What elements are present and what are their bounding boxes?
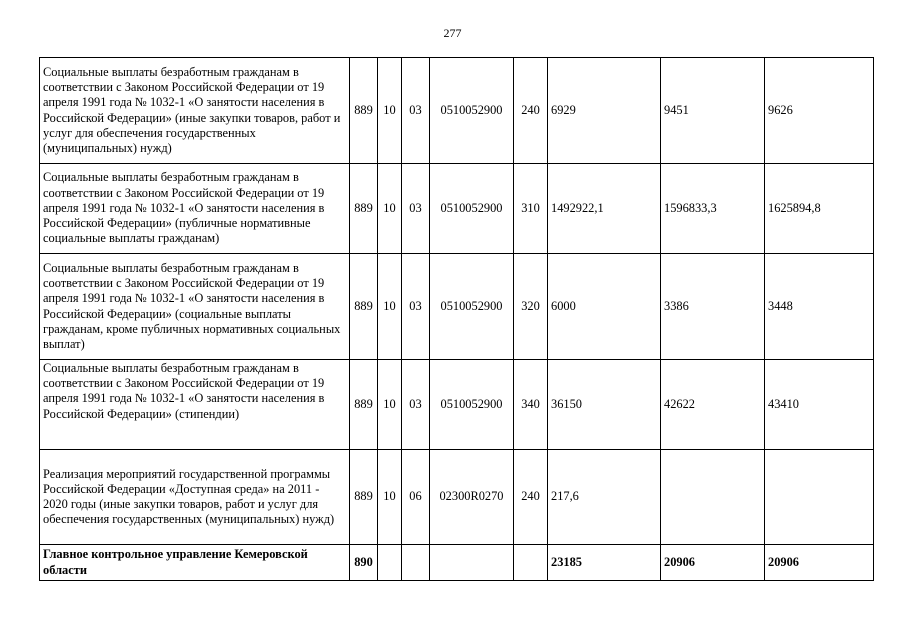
row-description: Социальные выплаты безработным гражданам в соответствии с Законом Российской Федерации от 19 апреля 1991 года № 1032-1 «О занятости населения в Российской Федерации» (стипендии) xyxy=(40,360,350,450)
amount-year-1: 6929 xyxy=(548,58,661,164)
table-row xyxy=(40,360,874,450)
row-description: Социальные выплаты безработным гражданам в соответствии с Законом Российской Федерации от 19 апреля 1991 года № 1032-1 «О занятости населения в Российской Федерации» (иные закупки товаров, работ и услуг для обеспечения государственных (муниципальных) нужд) xyxy=(40,58,350,164)
table-row xyxy=(40,58,874,164)
expense-type: 240 xyxy=(514,58,548,164)
ministry-code: 889 xyxy=(350,164,378,254)
amount-year-3: 43410 xyxy=(765,360,874,450)
subsection-code: 03 xyxy=(402,254,430,360)
amount-year-3: 9626 xyxy=(765,58,874,164)
amount-year-1: 217,6 xyxy=(548,450,661,545)
amount-year-2: 9451 xyxy=(661,58,765,164)
subsection-code: 03 xyxy=(402,164,430,254)
subsection-code: 03 xyxy=(402,58,430,164)
amount-year-3: 1625894,8 xyxy=(765,164,874,254)
row-description: Социальные выплаты безработным гражданам в соответствии с Законом Российской Федерации от 19 апреля 1991 года № 1032-1 «О занятости населения в Российской Федерации» (публичные нормативные социальные выплаты гражданам) xyxy=(40,164,350,254)
row-description: Реализация мероприятий государственной программы Российской Федерации «Доступная среда» на 2011 - 2020 годы (иные закупки товаров, работ и услуг для обеспечения государственных (муниципальных) нужд) xyxy=(40,450,350,545)
section-code xyxy=(378,545,402,581)
ministry-code: 889 xyxy=(350,254,378,360)
section-code: 10 xyxy=(378,450,402,545)
target-code: 0510052900 xyxy=(430,254,514,360)
ministry-code: 890 xyxy=(350,545,378,581)
page-number: 277 xyxy=(443,26,462,40)
expense-type xyxy=(514,545,548,581)
budget-table xyxy=(39,57,874,581)
table-row xyxy=(40,254,874,360)
amount-year-1: 6000 xyxy=(548,254,661,360)
expense-type: 340 xyxy=(514,360,548,450)
amount-year-1: 1492922,1 xyxy=(548,164,661,254)
ministry-code: 889 xyxy=(350,360,378,450)
expense-type: 240 xyxy=(514,450,548,545)
amount-year-2: 42622 xyxy=(661,360,765,450)
target-code: 0510052900 xyxy=(430,164,514,254)
target-code: 0510052900 xyxy=(430,360,514,450)
ministry-code: 889 xyxy=(350,58,378,164)
target-code xyxy=(430,545,514,581)
total-row xyxy=(40,545,874,581)
section-code: 10 xyxy=(378,360,402,450)
table-row xyxy=(40,450,874,545)
amount-year-2: 3386 xyxy=(661,254,765,360)
expense-type: 320 xyxy=(514,254,548,360)
table-row xyxy=(40,164,874,254)
amount-year-1: 23185 xyxy=(548,545,661,581)
ministry-code: 889 xyxy=(350,450,378,545)
target-code: 0510052900 xyxy=(430,58,514,164)
amount-year-3 xyxy=(765,450,874,545)
amount-year-1: 36150 xyxy=(548,360,661,450)
expense-type: 310 xyxy=(514,164,548,254)
amount-year-3: 20906 xyxy=(765,545,874,581)
target-code: 02300R0270 xyxy=(430,450,514,545)
amount-year-2: 20906 xyxy=(661,545,765,581)
section-code: 10 xyxy=(378,254,402,360)
amount-year-2: 1596833,3 xyxy=(661,164,765,254)
amount-year-2 xyxy=(661,450,765,545)
subsection-code: 03 xyxy=(402,360,430,450)
section-code: 10 xyxy=(378,164,402,254)
amount-year-3: 3448 xyxy=(765,254,874,360)
subsection-code xyxy=(402,545,430,581)
section-code: 10 xyxy=(378,58,402,164)
row-description: Социальные выплаты безработным гражданам в соответствии с Законом Российской Федерации от 19 апреля 1991 года № 1032-1 «О занятости населения в Российской Федерации» (социальные выплаты гражданам, кроме публичных нормативных социальных выплат) xyxy=(40,254,350,360)
organization-name: Главное контрольное управление Кемеровской области xyxy=(40,545,350,581)
subsection-code: 06 xyxy=(402,450,430,545)
